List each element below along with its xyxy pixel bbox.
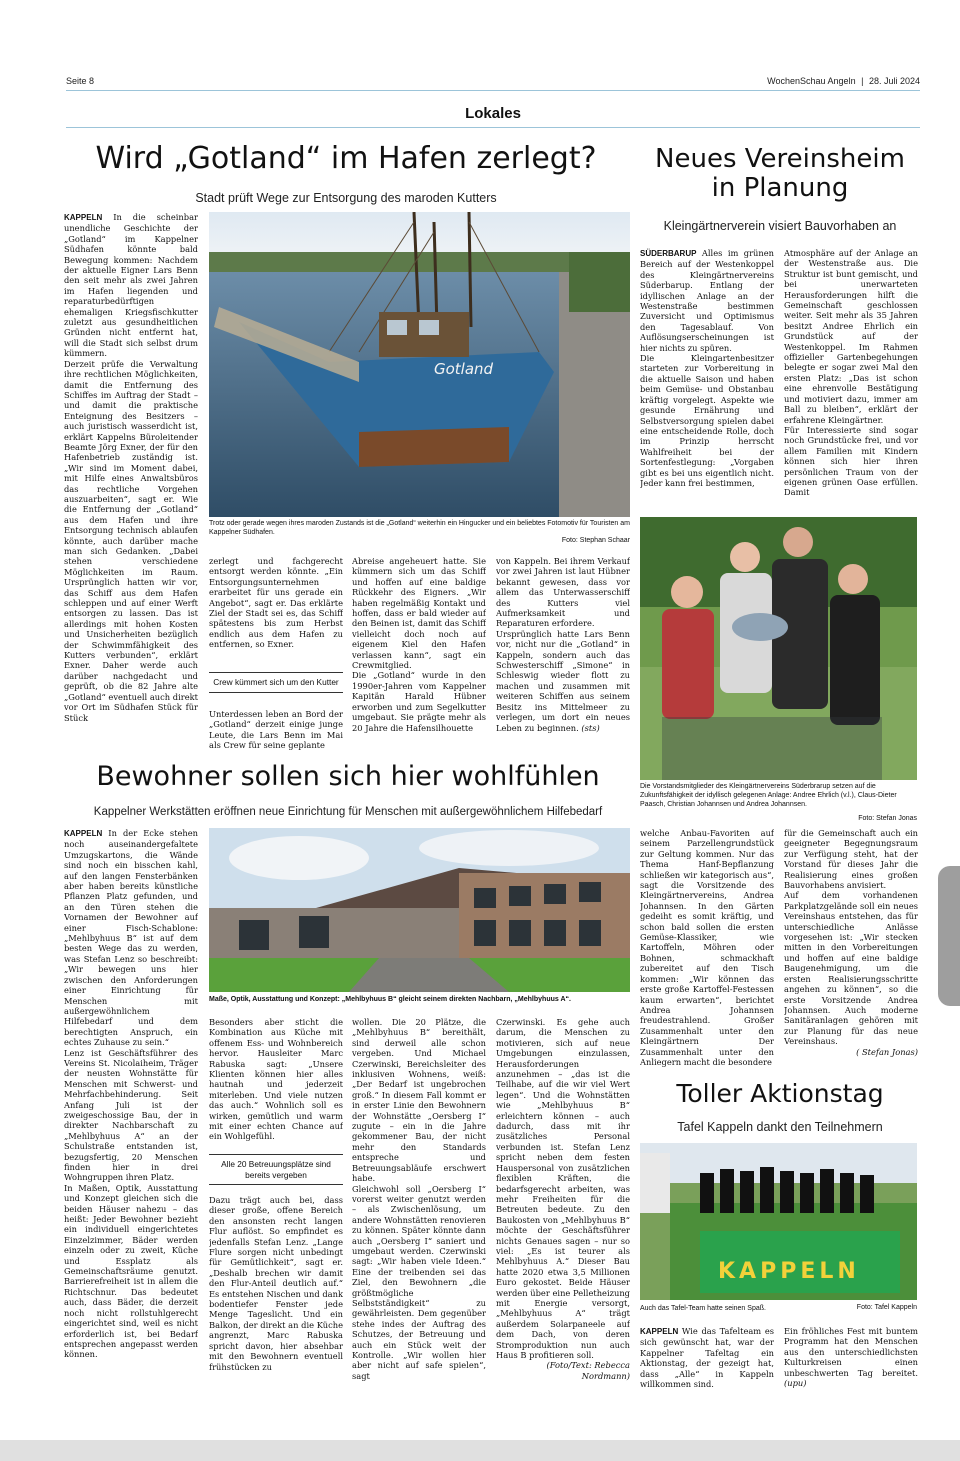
header-separator: | xyxy=(861,76,864,86)
article3-photo-caption: Maße, Optik, Ausstattung und Konzept: „Mehlbyhuus B“ gleicht seinem direkten Nachbarn, „Mehlbyhuus A“. xyxy=(209,996,571,1003)
article1-text-5: Abreise angeheuert hatte. Sie kümmern sich um das Schiff und hoffen auf eine baldige Rückkehr des Eigners. „Wir haben regelmäßig Kontakt und hoffen, dass er bald wieder auf den Beinen ist, damit das Schiff vielleicht doch noch auf eigenem Kiel den Hafen verlassen kann“, sagt ein Crewmitglied. xyxy=(352,556,486,671)
article2-text-2: Die Kleingartenbesitzer starteten zur Vorbereitung in die aktuelle Saison und haben beim Gemüse- und Obstanbau kräftig vorgelegt. Aspekte wie gesunde Ernährung und Selbstversorgung spielen dabei eine entscheidende Rolle, doch im Prinzip herrscht Wahlfreiheit bei der Sortenfestlegung: „Vorgaben gibt es bei uns eigentlich nicht. Jeder kann frei bestimmen, xyxy=(640,353,774,488)
article3-text-6: wollen. Die 20 Plätze, die „Mehlbyhuus B“ bereithält, sind derweil alle schon vergeben. Und Michael Czerwinski, Bereichsleiter des inklusiven Wohnens, weiß: „Der Bedarf ist ungebrochen groß.“ In diesem Fall kommt er in erster Linie den Bewohnern der Wohnstätte „Oersberg I“ zugute – ein in die Jahre gekommener Bau, der nicht mehr den Standards entspreche und Betreuungsabläufe erschwert habe. xyxy=(352,1017,486,1184)
article3-subheading-box: Alle 20 Betreuungsplätze sind bereits vergeben xyxy=(209,1154,343,1185)
article4-text-1: Wie das Tafelteam es sich gewünscht hat, war der Kappelner Tafeltag ein Aktionstag, der gezeigt hat, dass „Alle“ in Kappeln willkommen sind. xyxy=(640,1326,774,1390)
article1-text-7: von Kappeln. Bei ihrem Verkauf vor zwei Jahren ist laut Hübner bekannt gewesen, dass vor allem das Unterwasserschiff des Kutters viel Aufmerksamkeit und Reparaturen erfordere. xyxy=(496,556,630,629)
article3-headline: Bewohner sollen sich hier wohlfühlen xyxy=(96,761,600,792)
article1-col3 xyxy=(352,556,486,760)
article3-text-2: Lenz ist Geschäftsführer des Vereins St. Nicolaiheim, Träger der neusten Wohnstätte für Menschen mit Schwerst- und Mehrfachbehinderung. Seit Anfang Juli ist der zweigeschossige Bau, der in direkter Nachbarschaft zu „Mehlbyhuus A“ an der Schulstraße entstanden ist, bezugsfertig, 20 Menschen finden hier in drei Wohngruppen ihren Platz. xyxy=(64,1047,198,1183)
article1-text-8: Ursprünglich hatte Lars Benn vor, nicht nur die „Gotland“ in Kappeln, sondern auch das Schwesterschiff „Simone“ in Schleswig wieder flott zu machen und zusammen mit weiteren Schiffen aus seinem Besitz ins Mittelmeer zu verlegen, um dort ein neues Leben zu beginnen. xyxy=(496,628,630,733)
article3-text-4: Besonders aber sticht die Kombination aus Küche mit offenem Ess- und Wohnbereich hervor. Hausleiter Marc Rabuska sagt: „Unsere Klienten können hier alles hautnah und jederzeit miterleben. Und viele nutzen das auch.“ Wohnlich soll es wirken, gemütlich und warm mit einer echten Chance auf ein Wohlgefühl. xyxy=(209,1017,343,1142)
article1-subheading-box: Crew kümmert sich um den Kutter xyxy=(209,672,343,693)
article1-photo-caption: Trotz oder gerade wegen ihres maroden Zustands ist die „Gotland“ weiterhin ein Hingucker und ein beliebtes Fotomotiv für Touristen am Kappelner Südhafen. xyxy=(209,520,630,536)
article1-dateline: KAPPELN xyxy=(64,213,103,222)
article1-col2b xyxy=(209,709,343,759)
issue-date: 28. Juli 2024 xyxy=(868,76,920,86)
article3-text-3: In Maßen, Optik, Ausstattung und Konzept gleichen sich die beiden Häuser nahezu – das heißt: Jeder Bewohner bezieht ein individuell eingerichtetes Einzelzimmer, Bäder werden einzeln oder zu zweit, Küche und Essplatz als Gemeinschaftsräume genutzt. Barrierefreiheit ist in allem die Richtschnur. Das bedeutet auch, dass Bäder, die derzeit noch nicht rollstuhlgerecht eingerichtet sind, weil es nicht erforderlich ist, bei Bedarf entsprechen angepasst werden können. xyxy=(64,1182,198,1360)
article4-author: (upu) xyxy=(784,1378,807,1389)
article1-photo-credit: Foto: Stephan Schaar xyxy=(561,537,630,544)
gotland-photo xyxy=(209,212,630,517)
article1-col4 xyxy=(496,556,630,760)
article2-col4 xyxy=(784,828,918,1078)
article2-text-3: Atmosphäre auf der Anlage an der Westenstraße aus. Die Struktur ist bunt gemischt, und bei unerwarteten Herausforderungen hilft die Gemeinschaft geschlossen weiter. Seit mehr als 35 Jahren besitzt Andree Ehrlich ein Grundstück auf der Westenkoppel. Im Rahmen offizieller Gartenbegehungen belegte er sogar zwei Mal den ersten Platz: „Das ist schon eine ehrenvolle Bestätigung und motiviert dazu, immer am Ball zu bleiben“, erklärt der erfahrene Kleingärtner. xyxy=(784,248,918,425)
boat-name-lettering: Gotland xyxy=(434,360,494,378)
mehlbyhuus-photo xyxy=(209,828,630,992)
article3-col1 xyxy=(64,828,198,1388)
tafel-photo xyxy=(640,1143,917,1300)
article2-photo-credit: Foto: Stefan Jonas xyxy=(858,815,917,822)
article2-headline-line2: in Planung xyxy=(711,172,849,203)
article4-subtitle: Tafel Kappeln dankt den Teilnehmern xyxy=(677,1120,883,1134)
article4-col2 xyxy=(784,1326,918,1390)
article2-col1 xyxy=(640,248,774,508)
article2-text-5: welche Anbau-Favoriten auf seinem Parzellengrundstück zur Geltung kommen. Nur das Thema Hanf-Bepflanzung schließen wir kategorisch aus“, sagt die Vorsitzende des Kleingärtnervereins, Andrea Johannsen. In den Gärten gedeiht es somit kräftig, und schon bald sollen die ersten Gemüse-Klassiker, wie Kartoffeln, Möhren oder Bohnen, schmackhaft zubereitet auf den Tisch kommen: „Wir können das erste große Kartoffel-Festessen kaum erwarten“, berichtet Andrea Johannsen freudestrahlend. Großer Zusammenhalt unter den Kleingärtnern Der Zusammenhalt unter den Anliegern macht die besondere xyxy=(640,828,774,1067)
article1-col2 xyxy=(209,556,343,668)
article2-text-6: für die Gemeinschaft auch ein geeigneter Begegnungsraum zur Verfügung steht, hat der Vorstand für dieses Jahr die Realisierung eines großen Bauvorhabens anvisiert. xyxy=(784,828,918,891)
article4-text-2: Ein fröhliches Fest mit buntem Programm hat den Menschen aus den unterschiedlichsten Kulturkreisen einen unbeschwerten Tag bereitet. xyxy=(784,1326,918,1378)
article3-text-5: Dazu trägt auch bei, dass dieser große, offene Bereich den ansonsten recht langen Flur auflöst. So empfindet es jedenfalls Stefan Lenz. „Lange Flure sorgen nicht unbedingt für Gemütlichkeit“, sagt er. „Deshalb brechen wir damit den Flur-Anteil deutlich auf.“ Es entstehen Nischen und dank bodentiefer Fenster jede Menge Tageslicht. Und ein Balkon, der direkt an die Küche angrenzt, Marc Rabuska spricht davon, hier absehbar mit den Bewohnern eventuell frühstücken zu xyxy=(209,1195,343,1372)
article2-col2 xyxy=(784,248,918,508)
section-title: Lokales xyxy=(465,105,521,122)
article3-dateline: KAPPELN xyxy=(64,829,103,838)
side-tab-handle[interactable] xyxy=(938,866,960,1006)
header-rule xyxy=(66,90,920,91)
article1-col1 xyxy=(64,212,198,760)
article2-text-7: Auf dem vorhandenen Parkplatzgelände soll ein neues Vereinshaus entstehen, das für unterschiedliche Anlässe vorgesehen ist: „Wir stecken mitten in den Vorbereitungen und hoffen auf eine baldige Baugenehmigung, um die ersten Realisierungsschritte angehen zu können“, so die erste Vorsitzende Andrea Johannsen. Auch moderne Sanitäranlagen gehören mit zur Planung für das neue Vereinshaus. xyxy=(784,890,918,1047)
article1-author: (sts) xyxy=(581,722,600,733)
article3-subtitle: Kappelner Werkstätten eröffnen neue Einrichtung für Menschen mit außergewöhnlichem Hilfebedarf xyxy=(93,806,603,818)
article2-headline xyxy=(640,145,920,202)
article1-text-4: Unterdessen leben an Bord der „Gotland“ derzeit einige junge Leute, die Lars Benn im Mai als Crew für seine geplante xyxy=(209,709,343,751)
article1-text-3: zerlegt und fachgerecht entsorgt werden könnte. „Ein Entsorgungsunternehmen erarbeitet für uns gerade ein Angebot“, sagt er. Das erklärte Ziel der Stadt sei es, das Schiff spätestens bis zum Herbst endlich aus dem Hafen zu entfernen, so Exner. xyxy=(209,556,343,650)
article2-headline-line1: Neues Vereinsheim xyxy=(655,144,905,174)
tafel-team-image xyxy=(640,1143,917,1300)
article4-photo-caption: Auch das Tafel-Team hatte seinen Spaß. xyxy=(640,1305,766,1312)
article2-photo-caption: Die Vorstandsmitglieder des Kleingärtnervereins Süderbrarup setzen auf die Zukunftsfähigkeit der idyllisch gelegenen Anlage: Andree Ehrlich (v.l.), Claus-Dieter Paasch, Christian Johannsen und Andrea Johannsen. xyxy=(640,783,897,808)
mehlbyhuus-building-image xyxy=(209,828,630,992)
article1-headline: Wird „Gotland“ im Hafen zerlegt? xyxy=(95,141,597,176)
article1-text-1: In die scheinbar unendliche Geschichte der „Gotland“ im Kappelner Südhafen könnte bald Bewegung kommen: Nachdem der aktuelle Eigner Lars Benn den seit mehr als zwei Jahren im Hafen liegenden und reparaturbedürftigen ehemaligen Kriegsfischkutter zuletzt aus gesundheitlichen Gründen nicht entfernt hat, will die Stadt sich selbst drum kümmern. xyxy=(64,212,198,359)
gotland-boat-image xyxy=(209,212,630,517)
article4-dateline: KAPPELN xyxy=(640,1327,679,1336)
article4-headline: Toller Aktionstag xyxy=(676,1079,884,1108)
article3-col3 xyxy=(352,1017,486,1390)
section-rule xyxy=(66,127,920,128)
article1-text-2: Derzeit prüfe die Verwaltung ihre rechtlichen Möglichkeiten, damit die Entfernung des Schiffes im Auftrag der Stadt – und damit die praktische Enteignung des Besitzers – auch juristisch wasserdicht ist, erklärt Kappelns Büroleitender Beamte Jörg Exner, der für den Hafenbetrieb zuständig ist. „Wir sind im Moment dabei, mit Hilfe eines Anwaltsbüros das rechtliche Vorgehen auszuarbeiten“, sagt er. Wie die Entfernung der „Gotland“ aus dem Hafen und ihre Entsorgung technisch ablaufen könnte, auch darüber mache man sich Gedanken. „Dabei stehen verschiedene Möglichkeiten im Raum. Ursprünglich hatten wir vor, das Schiff aus dem Hafen schleppen und auf einer Werft entsorgen zu lassen. Das ist allerdings mit hohen Kosten und Unsicherheiten bezüglich der Schwimmfähigkeit des Kutters verbunden“, erklärt Exner. Daher werde auch darüber nachgedacht und geprüft, ob die 82 Jahre alte „Gotland“ eventuell auch direkt vor Ort im Südhafen Stück für Stück xyxy=(64,358,198,723)
article2-col3 xyxy=(640,828,774,1078)
article4-col1 xyxy=(640,1326,774,1390)
garden-club-members-image xyxy=(640,517,917,780)
blocks-lettering: KAPPELN xyxy=(718,1259,860,1284)
article3-author: (Foto/Text: Rebecca Nordmann) xyxy=(546,1360,630,1381)
masthead-info xyxy=(767,76,920,86)
bottom-bar xyxy=(0,1440,960,1461)
article2-text-1: Alles im grünen Bereich auf der Westenkoppel des Kleingärtnervereins Süderbarup. Entlang der idyllischen Anlage an der Westenstraße bestimmen Zuversicht und Optimismus den Tagesablauf. Von Auflösungserscheinungen ist hier nichts zu spüren. xyxy=(640,248,774,353)
article3-col2b xyxy=(209,1195,343,1390)
article2-author: ( Stefan Jonas) xyxy=(856,1046,918,1057)
article3-col4 xyxy=(496,1017,630,1390)
article2-text-4: Für Interessierte sind sogar noch Grundstücke frei, und vor allem Familien mit Kindern können sich hier ihren persönlichen Traum von der eigenen grünen Oase erfüllen. Damit xyxy=(784,424,918,498)
paper-name: WochenSchau Angeln xyxy=(767,76,856,86)
article4-photo-credit: Foto: Tafel Kappeln xyxy=(856,1304,917,1311)
garden-club-photo xyxy=(640,517,917,780)
article3-text-7: Gleichwohl soll „Oersberg I“ vorerst weiter genutzt werden – als Zwischenlösung, um andere Wohnstätten renovieren zu können. Später könnte dann auch „Oersberg I“ saniert und umgebaut werden. Czerwinski sagt: „Wir haben viele Ideen.“ Eine der treibenden sei das Ziel, den Bewohnern „die größtmögliche Selbstständigkeit“ zu gewährleisten. Dem gegenüber stehe indes der Auftrag des Schutzes, der Betreuung und auch ein Stück weit der Kontrolle. „Wir wollen hier aber nicht auf safe spielen“, sagt xyxy=(352,1183,486,1381)
page-number: Seite 8 xyxy=(66,76,95,86)
article3-text-8: Czerwinski. Es gehe auch darum, die Menschen zu motivieren, sich auf neue Umgebungen einzulassen, Herausforderungen anzunehmen – „das ist die Teilhabe, auf die wir viel Wert legen“. Und die Wohnstätten wie „Mehlbyhuus B“ erleichtern können – auch dadurch, dass mit ihr zusätzliches Personal verbunden ist. Stefan Lenz spricht neben dem festen Hauspersonal von zusätzlichen flexiblen Kräften, die bedarfsgerecht arbeiten, was mehr Freiheiten für die Betreuten bedeute. Zu den Baukosten von „Mehlbyhuus B“ möchte der Geschäftsführer nichts Genaues sagen – nur so viel: „Es ist teurer als Mehlbyhuus A.“ Dieser Bau hatte 2020 etwa 3,5 Millionen Euro gekostet. Beide Häuser werden über eine Pelletheizung mit Energie versorgt, „Mehlbyhuus A“ trägt außerdem Solarpaneele auf dem Dach, von deren Stromproduktion nun auch Haus B profitieren soll. xyxy=(496,1017,630,1360)
article3-col2 xyxy=(209,1017,343,1153)
article2-subtitle: Kleingärtnerverein visiert Bauvorhaben an xyxy=(663,219,897,233)
article1-subtitle: Stadt prüft Wege zur Entsorgung des maroden Kutters xyxy=(195,191,497,205)
article2-dateline: SÜDERBARUP xyxy=(640,249,697,258)
article3-text-1: In der Ecke stehen noch auseinandergefaltete Umzugskartons, die Wände sind noch ein bisschen kahl, auf den langen Fensterbänken aber haben bereits künstliche Pflanzen Platz gefunden, und an den Türen stehen die Vornamen der Bewohner auf einer Fisch-Schablone: „Mehlbyhuus B“ ist auf dem besten Wege das zu werden, was Stefan Lenz so beschreibt: „Wir bewegen uns hier zwischen den Anforderungen einer Einrichtung für Menschen mit außergewöhnlichem Hilfebedarf und dem berechtigten Anspruch, ein echtes Zuhause zu sein.“ xyxy=(64,828,198,1048)
article1-text-6: Die „Gotland“ wurde in den 1990er-Jahren vom Kappelner Kapitän Harald Hübner erworben und zum Segelkutter umgebaut. Sie prägte mehr als 20 Jahre die Hafensilhouette xyxy=(352,670,486,733)
